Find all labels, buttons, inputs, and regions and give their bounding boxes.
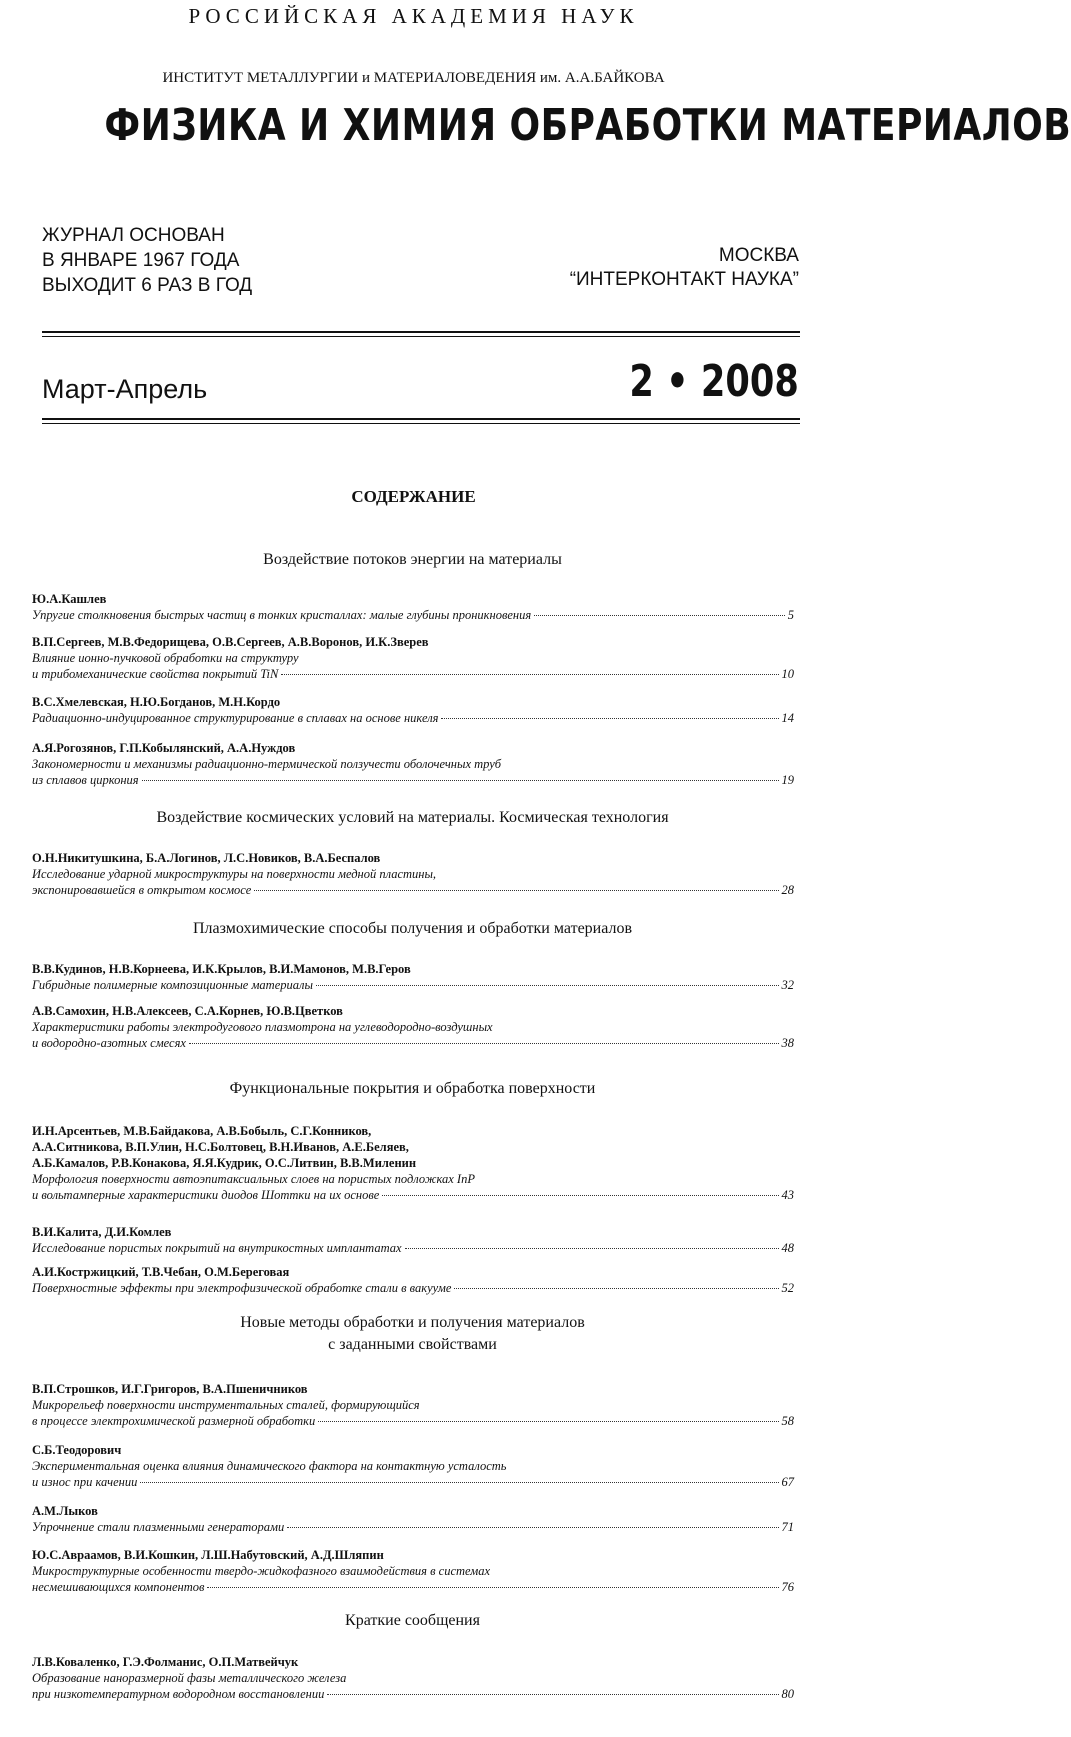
entry-authors: А.Б.Камалов, Р.В.Конакова, Я.Я.Кудрик, О.С.Литвин, В.В.Миленин	[32, 1156, 417, 1170]
section-title	[30, 1610, 795, 1632]
academy-name: РОССИЙСКАЯ АКАДЕМИЯ НАУК	[188, 4, 639, 28]
entry-authors: И.Н.Арсентьев, М.В.Байдакова, А.В.Бобыль, С.Г.Конников,	[32, 1124, 372, 1138]
issue-number: 2 • 2008	[629, 356, 799, 407]
toc-entry[interactable]	[32, 634, 794, 682]
entry-title: и водородно-азотных смесях	[32, 1036, 186, 1050]
entry-title: Микроструктурные особенности твердо-жидкофазного взаимодействия в системах	[32, 1564, 491, 1578]
entry-title-row	[32, 1187, 794, 1203]
entry-page-number: 67	[781, 1475, 794, 1489]
entry-title: и износ при качении	[32, 1475, 138, 1489]
entry-title: Закономерности и механизмы радиационно-термической ползучести оболочечных труб	[32, 757, 502, 771]
section-title	[30, 807, 795, 829]
entry-title: Исследование ударной микроструктуры на поверхности медной пластины,	[32, 867, 437, 881]
entry-page-number: 10	[781, 667, 794, 681]
entry-title: при низкотемпературном водородном восстановлении	[32, 1687, 325, 1701]
entry-title-row	[32, 882, 794, 898]
toc-entry[interactable]	[32, 1547, 794, 1595]
toc-entry[interactable]	[32, 694, 794, 726]
section-title-line: Воздействие потоков энергии на материалы	[263, 551, 562, 568]
toc-entry[interactable]	[32, 740, 794, 788]
entry-page-number: 80	[781, 1687, 794, 1701]
entry-title: Микрорельеф поверхности инструментальных сталей, формирующийся	[32, 1398, 420, 1412]
toc-entry[interactable]	[32, 1503, 794, 1535]
entry-title-row	[32, 1686, 794, 1702]
section-title-line: Воздействие космических условий на материалы. Космическая технология	[156, 809, 669, 826]
entry-authors: В.И.Калита, Д.И.Комлев	[32, 1225, 172, 1239]
toc-entry[interactable]	[32, 591, 794, 623]
header-rule	[42, 423, 800, 424]
entry-title: из сплавов циркония	[32, 773, 139, 787]
toc-entry[interactable]	[32, 1003, 794, 1051]
dot-leader	[441, 718, 778, 719]
dot-leader	[316, 985, 779, 986]
dot-leader	[207, 1587, 778, 1588]
entry-title: Экспериментальная оценка влияния динамического фактора на контактную усталость	[32, 1459, 507, 1473]
entry-title: Исследование пористых покрытий на внутрикостных имплантатах	[32, 1241, 402, 1255]
issue-months: Март-Апрель	[42, 374, 208, 404]
dot-leader	[287, 1527, 778, 1528]
entry-title: экспонировавшейся в открытом космосе	[32, 883, 252, 897]
dot-leader	[189, 1043, 779, 1044]
entry-page-number: 48	[781, 1241, 794, 1255]
entry-authors: А.М.Лыков	[32, 1504, 98, 1518]
section-title-line: с заданными свойствами	[328, 1336, 497, 1353]
entry-authors: О.Н.Никитушкина, Б.А.Логинов, Л.С.Новиков, В.А.Беспалов	[32, 851, 381, 865]
entry-page-number: 52	[781, 1281, 794, 1295]
dot-leader	[142, 780, 779, 781]
entry-page-number: 14	[781, 711, 794, 725]
toc-entry[interactable]	[32, 850, 794, 898]
founded-info	[42, 223, 252, 298]
section-title-line: Новые методы обработки и получения материалов	[240, 1314, 585, 1331]
entry-title-row	[32, 710, 794, 726]
entry-authors: А.И.Костржицкий, Т.В.Чебан, О.М.Береговая	[32, 1265, 290, 1279]
entry-title-row	[32, 977, 794, 993]
toc-entry[interactable]	[32, 1654, 794, 1702]
institute-name: ИНСТИТУТ МЕТАЛЛУРГИИ и МАТЕРИАЛОВЕДЕНИЯ им. А.А.БАЙКОВА	[162, 70, 665, 86]
entry-title: Поверхностные эффекты при электрофизической обработке стали в вакууме	[32, 1281, 452, 1295]
entry-page-number: 19	[781, 773, 794, 787]
entry-authors: Ю.А.Кашлев	[32, 592, 107, 606]
entry-title: Образование наноразмерной фазы металлического железа	[32, 1671, 347, 1685]
section-title	[30, 1312, 795, 1356]
entry-title: и трибомеханические свойства покрытий TiN	[32, 667, 279, 681]
entry-title-row	[32, 1413, 794, 1429]
entry-authors: В.С.Хмелевская, Н.Ю.Богданов, М.Н.Кордо	[32, 695, 281, 709]
entry-title: в процессе электрохимической размерной обработки	[32, 1414, 316, 1428]
entry-page-number: 38	[781, 1036, 794, 1050]
entry-authors: Л.В.Коваленко, Г.Э.Фолманис, О.П.Матвейчук	[32, 1655, 299, 1669]
dot-leader	[318, 1421, 778, 1422]
dot-leader	[254, 890, 778, 891]
entry-authors: Ю.С.Авраамов, В.И.Кошкин, Л.Ш.Набутовский, А.Д.Шляпин	[32, 1548, 384, 1562]
entry-title-row	[32, 1474, 794, 1490]
dot-leader	[327, 1694, 778, 1695]
section-title	[30, 1078, 795, 1100]
entry-page-number: 32	[781, 978, 794, 992]
entry-page-number: 5	[787, 608, 794, 622]
entry-title-row	[32, 1280, 794, 1296]
entry-title: Гибридные полимерные композиционные материалы	[32, 978, 313, 992]
entry-authors: А.В.Самохин, Н.В.Алексеев, С.А.Корнев, Ю.В.Цветков	[32, 1004, 343, 1018]
entry-title: Влияние ионно-пучковой обработки на структуру	[32, 651, 299, 665]
dot-leader	[382, 1195, 778, 1196]
publisher-city: МОСКВА	[718, 245, 799, 266]
toc-entry[interactable]	[32, 1224, 794, 1256]
section-title	[30, 549, 795, 571]
entry-title: Морфология поверхности автоэпитаксиальных слоев на пористых подложках InP	[32, 1172, 475, 1186]
entry-title-row	[32, 666, 794, 682]
entry-page-number: 76	[781, 1580, 794, 1594]
header-rule	[42, 418, 800, 420]
entry-page-number: 28	[781, 883, 794, 897]
entry-authors: В.В.Кудинов, Н.В.Корнеева, И.К.Крылов, В.И.Мамонов, М.В.Геров	[32, 962, 411, 976]
entry-authors: А.Я.Рогозянов, Г.П.Кобылянский, А.А.Нуждов	[32, 741, 296, 755]
section-title	[30, 918, 795, 940]
dot-leader	[534, 615, 785, 616]
entry-authors: В.П.Сергеев, М.В.Федорищева, О.В.Сергеев, А.В.Воронов, И.К.Зверев	[32, 635, 429, 649]
toc-entry[interactable]	[32, 1264, 794, 1296]
dot-leader	[405, 1248, 779, 1249]
founded-line: ЖУРНАЛ ОСНОВАН	[42, 225, 225, 246]
entry-title: Упрочнение стали плазменными генераторами	[32, 1520, 285, 1534]
section-title-line: Краткие сообщения	[345, 1612, 480, 1629]
entry-title-row	[32, 1579, 794, 1595]
entry-title-row	[32, 1519, 794, 1535]
section-title-line: Функциональные покрытия и обработка поверхности	[229, 1080, 596, 1097]
entry-title: Характеристики работы электродугового плазмотрона на углеводородно-воздушных	[32, 1020, 493, 1034]
dot-leader	[140, 1482, 778, 1483]
journal-title: ФИЗИКА И ХИМИЯ ОБРАБОТКИ МАТЕРИАЛОВ	[104, 100, 1071, 151]
header-rule	[42, 336, 800, 337]
entry-page-number: 71	[781, 1520, 794, 1534]
header-rule	[42, 331, 800, 333]
entry-page-number: 58	[781, 1414, 794, 1428]
entry-title-row	[32, 772, 794, 788]
entry-title: Упругие столкновения быстрых частиц в тонких кристаллах: малые глубины проникновения	[32, 608, 532, 622]
dot-leader	[454, 1288, 778, 1289]
toc-entry[interactable]	[32, 961, 794, 993]
entry-title-row	[32, 1035, 794, 1051]
entry-page-number: 43	[781, 1188, 794, 1202]
founded-line: В ЯНВАРЕ 1967 ГОДА	[42, 250, 240, 271]
entry-authors: В.П.Строшков, И.Г.Григоров, В.А.Пшеничников	[32, 1382, 308, 1396]
entry-title: несмешивающихся компонентов	[32, 1580, 205, 1594]
toc-entry[interactable]	[32, 1123, 794, 1203]
entry-title: и вольтамперные характеристики диодов Шоттки на их основе	[32, 1188, 380, 1202]
publisher-name: “ИНТЕРКОНТАКТ НАУКА”	[569, 269, 799, 290]
entry-authors: С.Б.Теодорович	[32, 1443, 122, 1457]
entry-title-row	[32, 607, 794, 623]
contents-heading: СОДЕРЖАНИЕ	[351, 487, 476, 506]
entry-title: Радиационно-индуцированное структурирование в сплавах на основе никеля	[32, 711, 439, 725]
entry-title-row	[32, 1240, 794, 1256]
toc-entry[interactable]	[32, 1442, 794, 1490]
entry-authors: А.А.Ситникова, В.П.Улин, Н.С.Болтовец, В.Н.Иванов, А.Е.Беляев,	[32, 1140, 409, 1154]
section-title-line: Плазмохимические способы получения и обработки материалов	[192, 920, 633, 937]
toc-entry[interactable]	[32, 1381, 794, 1429]
dot-leader	[281, 674, 778, 675]
founded-line: ВЫХОДИТ 6 РАЗ В ГОД	[42, 275, 253, 296]
publisher-info	[570, 244, 799, 292]
